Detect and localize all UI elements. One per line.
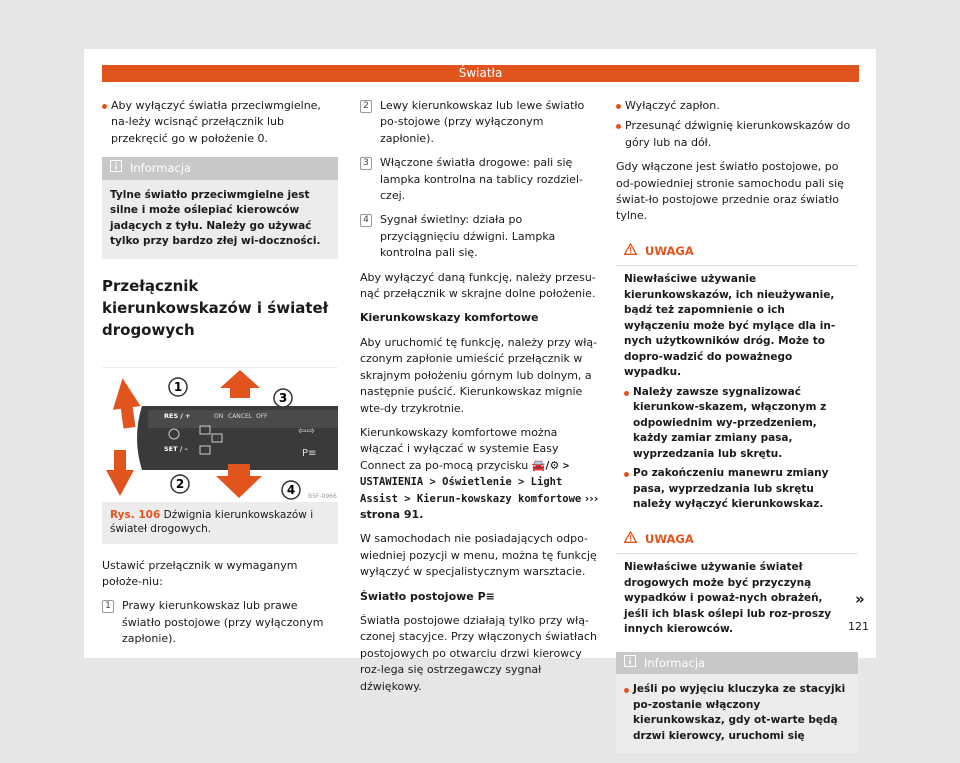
subheading-comfort-indicators: Kierunkowskazy komfortowe [360, 311, 539, 325]
label-on: ON [214, 412, 224, 420]
warning-title: UWAGA [645, 531, 694, 546]
item-number: 1 [102, 600, 114, 613]
info-title: Informacja [130, 161, 192, 176]
info-body: Tylne światło przeciwmgielne jest silne i może oślepiać kierowców jadących z tyłu. Należy go używać tylko przy bardzo złej wi-doczności. [110, 188, 321, 248]
label-off: OFF [256, 412, 268, 420]
column-1 [102, 98, 338, 656]
page-number: 121 [848, 620, 869, 633]
chapter-header: Światła [102, 65, 859, 82]
label-set: SET / – [164, 444, 188, 453]
list-item: 4 Sygnał świetlny: działa po przyciągnięciu dźwigni. Lampka kontrolna pali się. [360, 212, 600, 261]
arrow-up-1 [109, 376, 144, 429]
column-3 [616, 98, 858, 763]
info-bullet: Jeśli po wyjęciu kluczyka ze stacyjki po-zostanie włączony kierunkowskaz, gdy ot-warte będą drzwi kierowcy, uruchomi się [624, 682, 850, 744]
warning-box-indicators [616, 239, 858, 513]
list-item: 3 Włączone światła drogowe: pali się lampka kontrolna na tablicy rozdziel-czej. [360, 155, 600, 204]
figure-106 [102, 367, 338, 544]
caption-text: Dźwignia kierunkowskazów i świateł drogowych. [110, 508, 314, 536]
info-box-key [616, 652, 858, 753]
warning-bullet: Należy zawsze sygnalizować kierunkow-skazem, włączonym z odpowiednim wy-przedzeniem, każdy zamiar zmiany pasa, wyprzedzania lub skrętu. [624, 385, 850, 463]
paragraph: W samochodach nie posiadających odpo-wiedniej pozycji w menu, można tę funkcję wyłączyć w specjalistycznym warsztacie. [360, 532, 597, 579]
menu-path: > USTAWIENIA > Oświetlenie > Light Assist > Kierun-kowskazy komfortowe [360, 459, 582, 505]
caption-label: Rys. 106 [110, 508, 161, 521]
callout-1: 1 [173, 379, 183, 394]
figure-caption [102, 502, 338, 544]
warning-triangle-icon [624, 531, 637, 547]
turn-signal-icon: ⇦⇨ [298, 425, 315, 437]
item-number: 2 [360, 100, 372, 113]
warning-title: UWAGA [645, 243, 694, 258]
info-icon [624, 655, 636, 671]
list-item: 1 Prawy kierunkowskaz lub prawe światło postojowe (przy wyłączonym zapłonie). [102, 598, 338, 647]
callout-2: 2 [175, 476, 185, 491]
arrow-down-2 [106, 450, 134, 496]
warning-text: Niewłaściwe używanie świateł drogowych może być przyczyną wypadków i poważ-nych obrażeń, jeśli ich blask oślepi lub roz-proszy innych kierowców. [624, 561, 832, 636]
page-reference-link[interactable]: ››› strona 91. [360, 491, 599, 521]
label-res: RES / + [164, 411, 191, 420]
warning-bullet: Po zakończeniu manewru zmiany pasa, wyprzedzania lub skrętu należy wyłączyć kierunkowskaz. [624, 466, 850, 513]
callout-4: 4 [286, 482, 296, 497]
item-number: 3 [360, 157, 372, 170]
bullet-fog-off: Aby wyłączyć światła przeciwmgielne, na-leży wcisnąć przełącznik lub przekręcić go w położenie 0. [102, 98, 338, 147]
bullet-move-lever: Przesunąć dźwignię kierunkowskazów do góry lub na dół. [616, 118, 858, 151]
parking-light-icon: P≡ [302, 447, 317, 459]
paragraph: Kierunkowskazy komfortowe można włączać i wyłączać w systemie Easy Connect za po-mocą przycisku 🚘/⚙ > USTAWIENIA > Oświetlenie > Light Assist > Kierun-kowskazy komfortowe ››› strona 91. [360, 425, 599, 521]
info-box-fog [102, 157, 338, 258]
info-icon [110, 160, 122, 176]
paragraph: Gdy włączone jest światło postojowe, po od-powiedniej stronie samochodu pali się świat-ło postojowe przednie oraz światło tylne. [616, 160, 844, 223]
label-cancel: CANCEL [228, 412, 253, 420]
warning-text: Niewłaściwe używanie kierunkowskazów, ich nieużywanie, bądź też zapomnienie o ich wyłączeniu może być mylące dla in-nych użytkowników dróg. Może to dopro-wadzić do poważnego wypadku. [624, 273, 836, 379]
figure-code: B5F-0966 [308, 492, 337, 500]
warning-box-high-beam [616, 527, 858, 638]
column-2 [360, 98, 600, 703]
info-title: Informacja [644, 655, 706, 670]
paragraph: Światła postojowe działają tylko przy włą-czonej stacyjce. Przy włączonych światłach postojowych po otwarciu drzwi kierowcy roz-lega się ostrzegawczy sygnał dźwiękowy. [360, 613, 597, 693]
callout-3: 3 [278, 390, 288, 405]
parking-light-icon: P≡ [477, 589, 495, 603]
car-menu-icon: 🚘/⚙ [531, 458, 560, 472]
list-item: 2 Lewy kierunkowskaz lub lewe światło po-stojowe (przy wyłączonym zapłonie). [360, 98, 600, 147]
item-number: 4 [360, 214, 372, 227]
paragraph: Aby wyłączyć daną funkcję, należy przesu-nąć przełącznik w skrajne dolne położenie. [360, 270, 596, 301]
bullet-ignition-off: Wyłączyć zapłon. [616, 98, 858, 114]
warning-triangle-icon [624, 243, 637, 259]
arrow-up-3 [220, 370, 260, 398]
intro-text: Ustawić przełącznik w wymaganym położe-niu: [102, 558, 298, 589]
section-title: Przełącznik kierunkowskazów i świateł drogowych [102, 276, 329, 339]
stalk-illustration [102, 368, 338, 502]
continued-marker: » [855, 590, 865, 608]
subheading-parking-light: Światło postojowe P≡ [360, 589, 495, 603]
paragraph: Aby uruchomić tę funkcję, należy przy włą-czonym zapłonie umieścić przełącznik w skrajnym położeniu górnym lub dolnym, a następnie puścić. Kierunkowskaz mignie wte-dy trzykrotnie. [360, 335, 598, 415]
